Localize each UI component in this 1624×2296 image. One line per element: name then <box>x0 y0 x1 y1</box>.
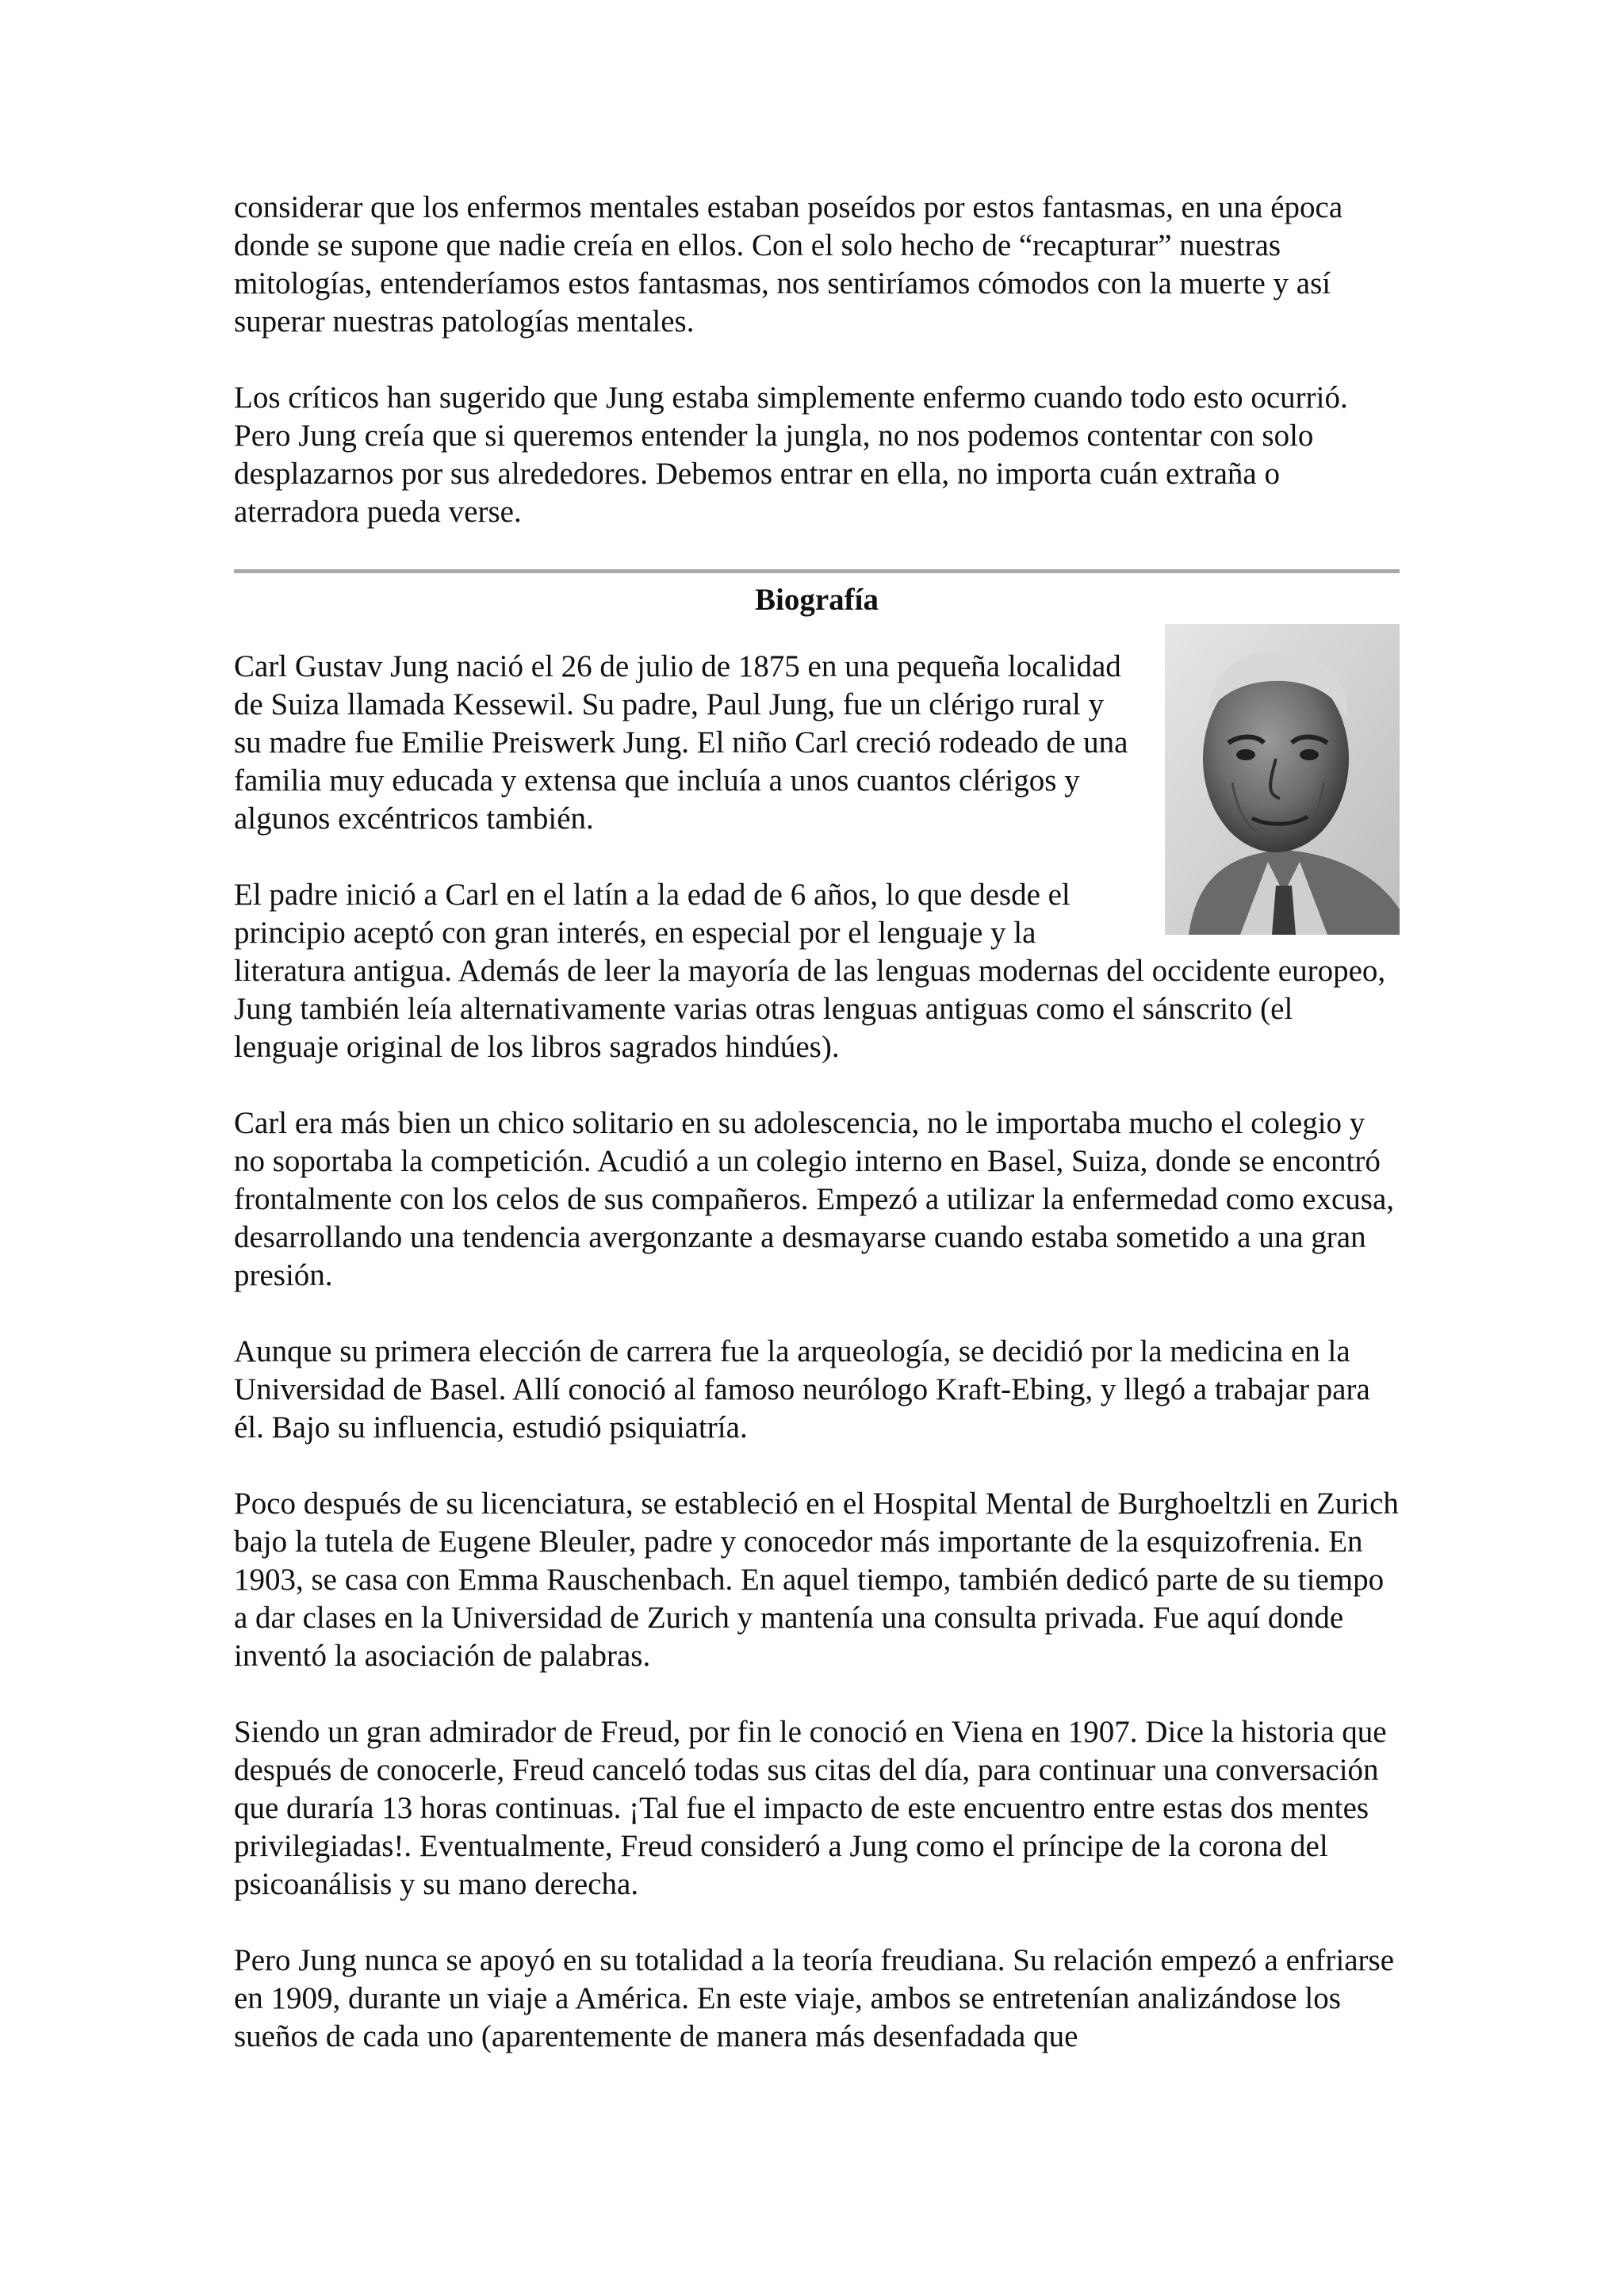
bio-paragraph-4: Aunque su primera elección de carrera fue la arqueología, se decidió por la medicina en la Universidad de Basel. Allí conoció al famoso neurólogo Kraft-Ebing, y llegó a trabajar para él. Bajo su influencia, estudió psiquiatría. <box>234 1334 1370 1445</box>
section-divider <box>234 569 1400 573</box>
portrait-image <box>1165 624 1400 935</box>
intro-paragraph-2: Los críticos han sugerido que Jung estaba simplemente enfermo cuando todo esto ocurrió. Pero Jung creía que si queremos entender la jungla, no nos podemos contentar con solo desplazarnos por sus alrededores. Debemos entrar en ella, no importa cuán extraña o aterradora pueda verse. <box>234 381 1348 529</box>
bio-paragraph-5: Poco después de su licenciatura, se estableció en el Hospital Mental de Burghoeltzli en Zurich bajo la tutela de Eugene Bleuler, padre y conocedor más importante de la esquizofrenia. En 1903, se casa con Emma Rauschenbach. En aquel tiempo, también dedicó parte de su tiempo a dar clases en la Universidad de Zurich y mantenía una consulta privada. Fue aquí donde inventó la asociación de palabras. <box>234 1487 1399 1673</box>
intro-paragraph-1: considerar que los enfermos mentales estaban poseídos por estos fantasmas, en una época donde se supone que nadie creía en ellos. Con el solo hecho de “recapturar” nuestras mitologías, entenderíamos estos fantasmas, nos sentiríamos cómodos con la muerte y así superar nuestras patologías mentales. <box>234 190 1343 339</box>
portrait-photo <box>1165 624 1400 935</box>
bio-paragraph-1: Carl Gustav Jung nació el 26 de julio de 1875 en una pequeña localidad de Suiza llamada Kessewil. Su padre, Paul Jung, fue un clérigo rural y su madre fue Emilie Preiswerk Jung. El niño Carl creció rodeado de una familia muy educada y extensa que incluía a unos cuantos clérigos y algunos excéntricos también. <box>234 649 1128 836</box>
bio-paragraph-2: El padre inició a Carl en el latín a la edad de 6 años, lo que desde el principio aceptó con gran interés, en especial por el lenguaje y la literatura antigua. Además de leer la mayoría de las lenguas modernas del occidente europeo, Jung también leía alternativamente varias otras lenguas antiguas como el sánscrito (el lenguaje original de los libros sagrados hindúes). <box>234 878 1386 1064</box>
bio-paragraph-7: Pero Jung nunca se apoyó en su totalidad a la teoría freudiana. Su relación empezó a enfriarse en 1909, durante un viaje a América. En este viaje, ambos se entretenían analizándose los sueños de cada uno (aparentemente de manera más desenfadada que <box>234 1943 1395 2053</box>
bio-paragraph-6: Siendo un gran admirador de Freud, por fin le conoció en Viena en 1907. Dice la historia que después de conocerle, Freud canceló todas sus citas del día, para continuar una conversación que duraría 13 horas continuas. ¡Tal fue el impacto de este encuentro entre estas dos mentes privilegiadas!. Eventualmente, Freud consideró a Jung como el príncipe de la corona del psicoanálisis y su mano derecha. <box>234 1715 1387 1901</box>
section-heading: Biografía <box>755 583 879 617</box>
bio-paragraph-3: Carl era más bien un chico solitario en su adolescencia, no le importaba mucho el colegio y no soportaba la competición. Acudió a un colegio interno en Basel, Suiza, donde se encontró frontalmente con los celos de sus compañeros. Empezó a utilizar la enfermedad como excusa, desarrollando una tendencia avergonzante a desmayarse cuando estaba sometido a una gran presión. <box>234 1106 1395 1292</box>
document-body <box>234 189 1400 2094</box>
